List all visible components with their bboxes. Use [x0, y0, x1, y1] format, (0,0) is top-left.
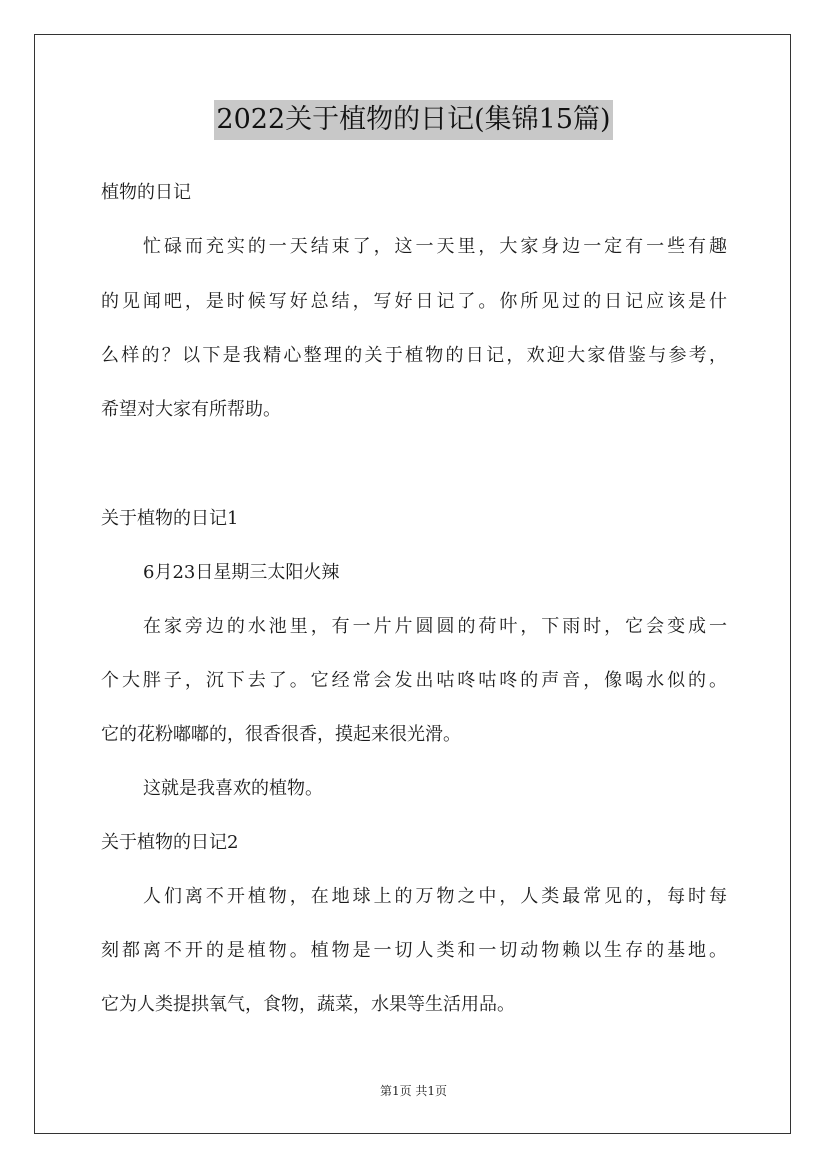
diary2-line-2: 刻都离不开的是植物。植物是一切人类和一切动物赖以生存的基地。: [101, 940, 727, 961]
document-title: 2022关于植物的日记(集锦15篇): [214, 100, 612, 140]
diary2-heading: 关于植物的日记2: [101, 832, 239, 853]
diary1-date: 6月23日星期三太阳火辣: [143, 562, 340, 583]
intro-heading: 植物的日记: [101, 182, 191, 203]
title-container: [0, 100, 827, 140]
diary1-closing: 这就是我喜欢的植物。: [143, 778, 323, 799]
diary1-line-2: 个大胖子，沉下去了。它经常会发出咕咚咕咚的声音，像喝水似的。: [101, 670, 727, 691]
intro-line-3: 么样的？以下是我精心整理的关于植物的日记，欢迎大家借鉴与参考，: [101, 345, 727, 366]
diary1-line-3: 它的花粉嘟嘟的，很香很香，摸起来很光滑。: [101, 724, 461, 745]
intro-line-2: 的见闻吧，是时候写好总结，写好日记了。你所见过的日记应该是什: [101, 291, 727, 312]
page-number: 第1页 共1页: [379, 1084, 448, 1098]
intro-line-1: 忙碌而充实的一天结束了，这一天里，大家身边一定有一些有趣: [143, 236, 727, 257]
diary2-line-3: 它为人类提拱氧气，食物，蔬菜，水果等生活用品。: [101, 994, 515, 1015]
diary1-heading: 关于植物的日记1: [101, 508, 239, 529]
diary2-line-1: 人们离不开植物，在地球上的万物之中，人类最常见的，每时每: [143, 886, 727, 907]
diary1-line-1: 在家旁边的水池里，有一片片圆圆的荷叶，下雨时，它会变成一: [143, 616, 727, 637]
intro-line-4: 希望对大家有所帮助。: [101, 399, 281, 420]
